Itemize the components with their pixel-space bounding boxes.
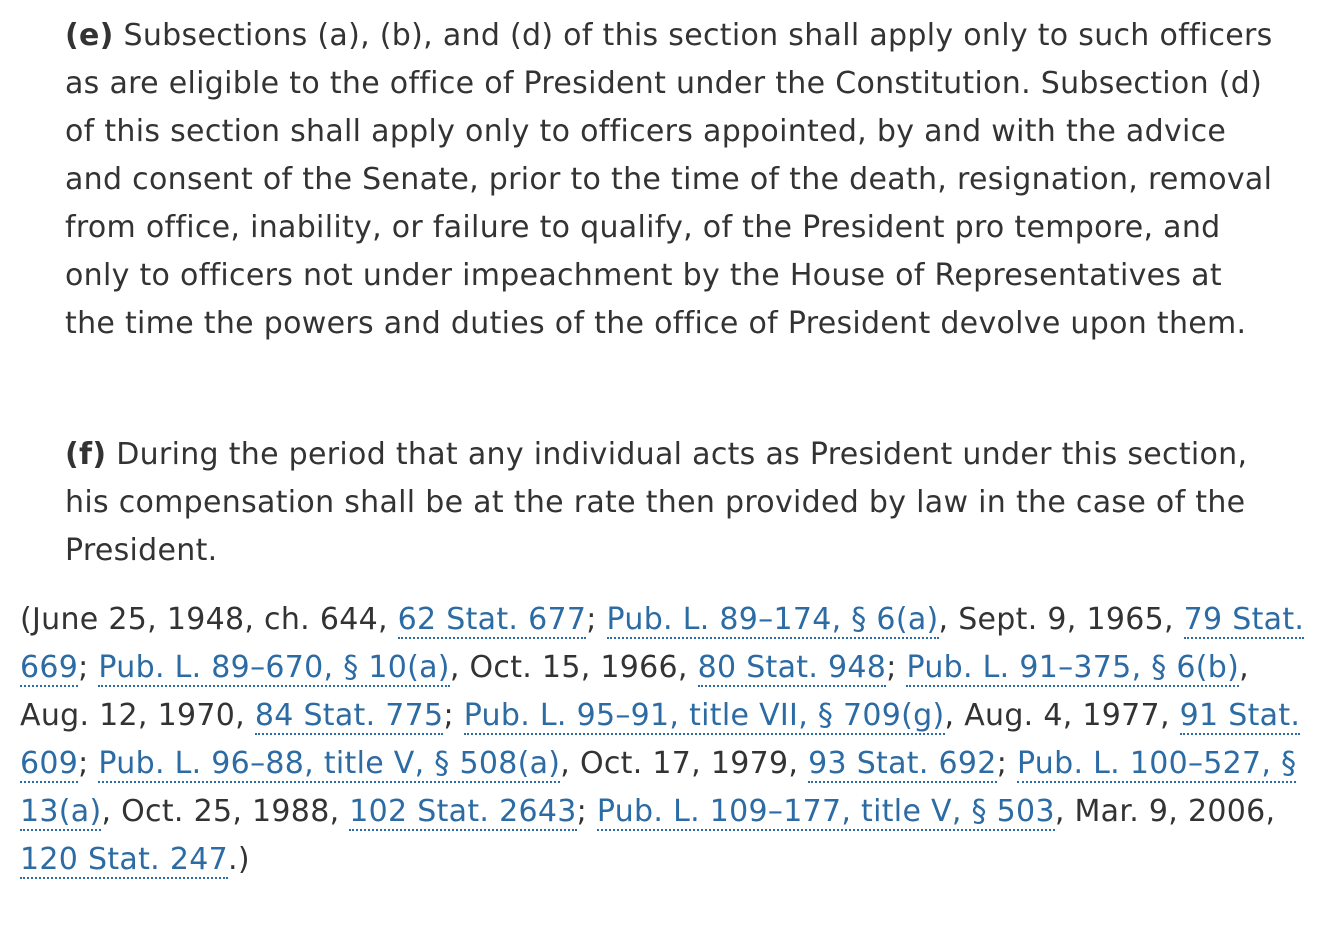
citation-link[interactable]: 120 Stat. 247	[20, 842, 228, 877]
subsection-f-text: During the period that any individual acts as President under this section, his compensation shall be at the rate then provided by law in the case of the President.	[65, 437, 1248, 568]
citation-link[interactable]: 102 Stat. 2643	[349, 794, 577, 829]
citation-link[interactable]: Pub. L. 96–88, title V, § 508(a)	[98, 746, 561, 781]
credits-text: , Mar. 9, 2006,	[1054, 794, 1276, 829]
citation-link[interactable]: 84 Stat. 775	[254, 698, 444, 733]
subsection-f-label: (f)	[65, 437, 107, 472]
credits-text: , Oct. 17, 1979,	[560, 746, 809, 781]
citation-link[interactable]: Pub. L. 109–177, title V, § 503	[596, 794, 1055, 829]
credits-text: ;	[443, 698, 464, 733]
credits-close: .)	[227, 842, 250, 877]
citation-link[interactable]: 91 Stat. 609	[20, 698, 1301, 781]
credits-text: , Aug. 4, 1977,	[944, 698, 1180, 733]
citation-link[interactable]: Pub. L. 89–670, § 10(a)	[98, 650, 450, 685]
credits-text: , Aug. 12, 1970,	[20, 650, 1249, 733]
credits-text: , Sept. 9, 1965,	[938, 602, 1184, 637]
credits-text: ;	[996, 746, 1017, 781]
citation-link[interactable]: 62 Stat. 677	[397, 602, 587, 637]
citation-link[interactable]: Pub. L. 89–174, § 6(a)	[606, 602, 939, 637]
subsection-e	[65, 12, 1280, 348]
credits-text: , Oct. 25, 1988,	[101, 794, 350, 829]
citation-link[interactable]: 80 Stat. 948	[697, 650, 887, 685]
credits-text: ;	[78, 746, 99, 781]
subsection-e-text: Subsections (a), (b), and (d) of this section shall apply only to such officers as are eligible to the office of President under the Constitution. Subsection (d) of this section shall apply only to officers appointed, by and with the advice and consent of the Senate, prior to the time of the death, resignation, removal from office, inability, or failure to qualify, of the President pro tempore, and only to officers not under impeachment by the House of Representatives at the time the powers and duties of the office of President devolve upon them.	[65, 18, 1273, 341]
credits-text: , Oct. 15, 1966,	[449, 650, 698, 685]
source-credits	[20, 596, 1310, 884]
credits-text: ;	[78, 650, 99, 685]
subsection-e-label: (e)	[65, 18, 114, 53]
subsection-f	[65, 431, 1280, 575]
citation-link[interactable]: Pub. L. 91–375, § 6(b)	[906, 650, 1240, 685]
citation-link[interactable]: 93 Stat. 692	[808, 746, 997, 781]
credits-text: ;	[886, 650, 907, 685]
citation-link[interactable]: Pub. L. 100–527, § 13(a)	[20, 746, 1297, 829]
credits-open: (June 25, 1948, ch. 644,	[20, 602, 398, 637]
credits-text: ;	[576, 794, 597, 829]
citation-link[interactable]: 79 Stat. 669	[20, 602, 1305, 685]
citation-link[interactable]: Pub. L. 95–91, title VII, § 709(g)	[463, 698, 945, 733]
credits-text: ;	[586, 602, 607, 637]
